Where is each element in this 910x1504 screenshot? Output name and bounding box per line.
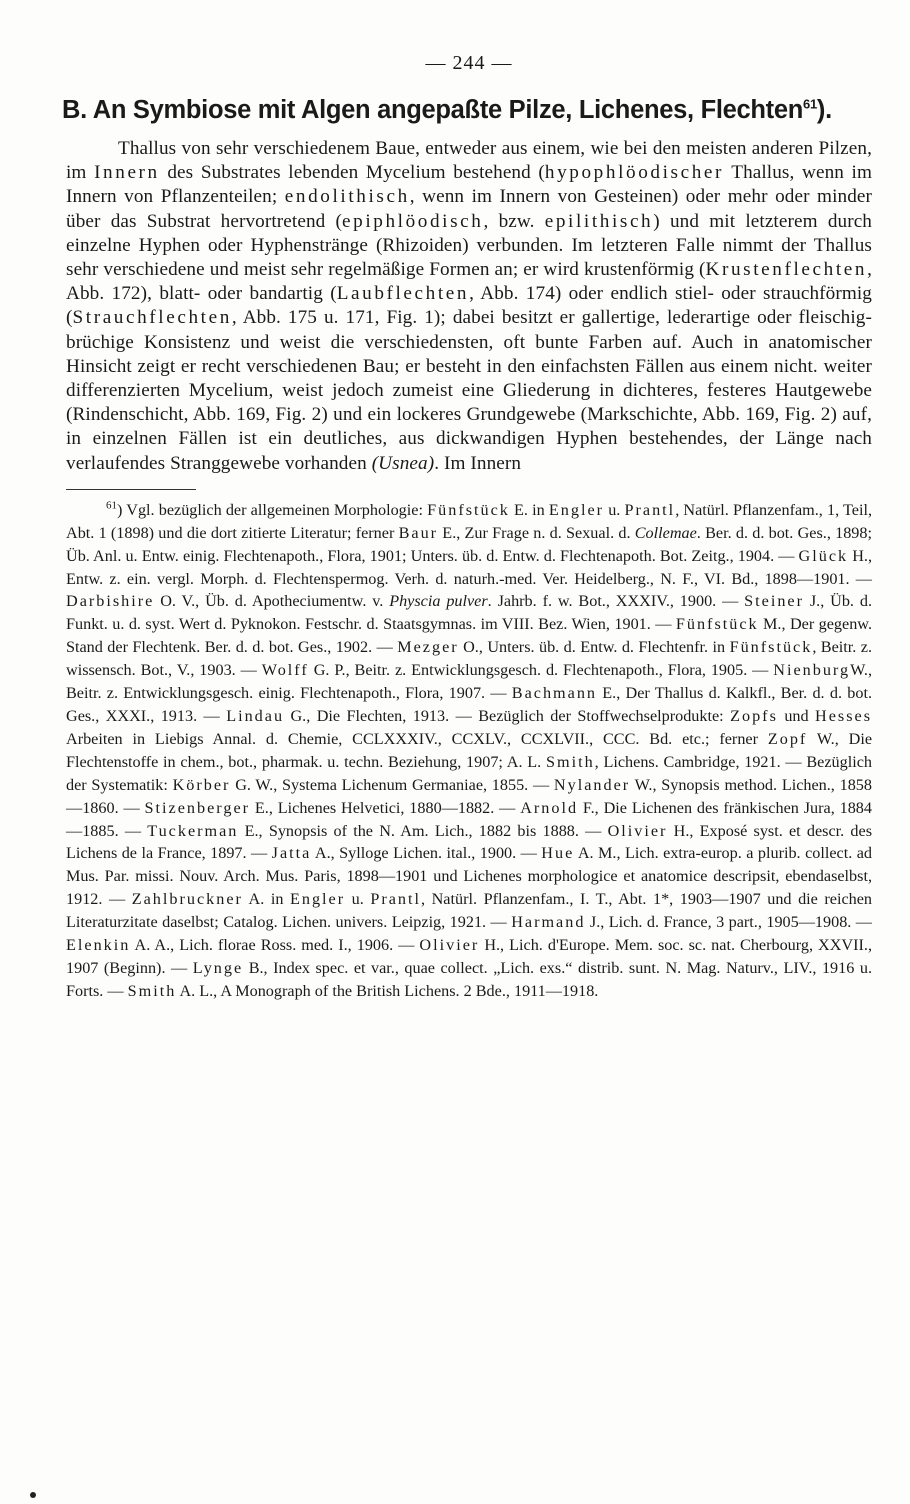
- fn-author: Hesses: [815, 707, 873, 725]
- fn-author: Smith: [545, 752, 595, 771]
- fn-segment: G., Die Flechten, 1913. — Bezüglich der Stoffwechselprodukte:: [284, 707, 731, 725]
- fn-segment: . Ber. d. d. bot. Ges., 1898; Üb. Anl. u. Entw. einig. Flechtenapoth., Flora, 1901; Unters. üb. d. Entw. d. Flechtenapoth. Bot. Zeitg., 1904. —: [66, 523, 872, 565]
- body-text-segment: . Im Innern: [434, 452, 522, 474]
- body-spaced-term: Strauchflechten: [72, 307, 232, 329]
- fn-author: Olivier: [607, 821, 668, 840]
- fn-segment: E., Zur Frage n. d. Sexual. d.: [438, 523, 635, 542]
- fn-author: Zahlbruckner: [131, 890, 243, 909]
- fn-author: Mezger: [397, 638, 459, 657]
- fn-segment: . Jahrb. f. w. Bot., XXXIV., 1900. —: [487, 592, 745, 611]
- fn-segment: J., Üb. d. Funkt. u. d. syst. Wert d. Pyknokon. Festschr. d. Staatsgymnas. im VIII. Bez. Wien, 1901. —: [66, 592, 872, 634]
- body-spaced-term: endolithisch: [284, 186, 410, 208]
- fn-segment: , Natürl. Pflanzenfam., I. T., Abt. 1*, 1903—1907 und die reichen Literaturzitate daselbst; Catalog. Lichen. univers. Leipzig, 1921. —: [66, 890, 873, 932]
- fn-author: Engler: [548, 500, 605, 519]
- body-text-segment: des Substrates lebenden Mycelium bestehend (: [159, 162, 545, 184]
- fn-segment: O. V., Üb. d. Apotheciumentw. v.: [154, 592, 390, 611]
- body-spaced-term: Laubflechten: [336, 283, 470, 305]
- body-italic-term: (Usnea): [371, 452, 435, 474]
- fn-author: Harmand: [511, 913, 586, 932]
- body-text-segment: , Abb. 172), blatt- oder bandartig (: [66, 259, 872, 305]
- fn-segment: G. P., Beitr. z. Entwicklungsgesch. d. Flechtenapoth., Flora, 1905. —: [308, 661, 774, 680]
- body-paragraph: [66, 137, 872, 476]
- fn-author: Nylander: [553, 775, 631, 794]
- fn-author: Engler: [289, 890, 346, 909]
- heading-text: B. An Symbiose mit Algen angepaßte Pilze, Lichenes, Flechten: [62, 96, 804, 124]
- fn-segment: und: [777, 707, 816, 725]
- fn-author: Glück: [798, 546, 849, 565]
- fn-author: Prantl: [370, 890, 422, 909]
- fn-segment: H., Lich. d'Europe. Mem. soc. sc. nat. Cherbourg, XXVII., 1907 (Beginn). —: [66, 936, 872, 977]
- fn-author: Lindau: [226, 707, 285, 725]
- body-spaced-term: hypophlöodischer: [544, 162, 724, 184]
- fn-author: Baur: [398, 523, 439, 542]
- fn-segment: u.: [345, 890, 371, 909]
- fn-segment: Arbeiten in Liebigs Annal. d. Chemie, CCLXXXIV., CCXLV., CCXLVII., CCC. Bd. etc.; ferner: [66, 729, 768, 748]
- fn-segment: F., Die Lichenen des fränkischen Jura, 1884—1885. —: [66, 798, 872, 840]
- fn-segment: H., Entw. z. ein. vergl. Morph. d. Flechtenspermog. Verh. d. naturh.-med. Ver. Heidelberg., N. F., VI. Bd., 1898—1901. —: [66, 546, 872, 588]
- fn-segment: J., Lich. d. France, 3 part., 1905—1908. —: [585, 913, 872, 932]
- fn-segment: G. W., Systema Lichenum Germaniae, 1855. —: [230, 775, 554, 794]
- fn-author: Jatta: [271, 844, 312, 863]
- body-text-segment: , Abb. 174) oder endlich stiel- oder strauchförmig (: [66, 283, 872, 329]
- fn-author: Tuckerman: [147, 821, 239, 840]
- fn-segment: W., Synopsis method. Lichen., 1858—1860. —: [66, 775, 872, 817]
- heading-footnote-mark: 61: [803, 96, 817, 112]
- fn-author: Bachmann: [511, 684, 598, 703]
- footnote-rule: [66, 489, 196, 490]
- fn-segment: A. L., A Monograph of the British Lichens. 2 Bde., 1911—1918.: [176, 981, 599, 1000]
- fn-author: Fünfstück: [427, 500, 510, 519]
- fn-segment: A. in: [242, 890, 290, 909]
- fn-author: Nienburg: [773, 661, 851, 680]
- fn-segment: , Natürl. Pflanzenfam., 1, Teil, Abt. 1 (1898) und die dort zitierte Literatur; ferner: [66, 500, 873, 542]
- fn-segment: M., Der gegenw. Stand der Flechtenk. Ber. d. d. bot. Ges., 1902. —: [66, 615, 872, 657]
- body-spaced-term: epiphlöodisch: [342, 210, 484, 232]
- fn-segment: u.: [604, 500, 625, 519]
- fn-segment: ) Vgl. bezüglich der allgemeinen Morphologie:: [117, 500, 428, 519]
- body-text-segment: Thallus von sehr verschiedenem Baue, entweder aus einem, wie bei den meisten anderen Pilzen, im: [66, 138, 872, 184]
- body-text-segment: , bzw.: [483, 210, 545, 232]
- fn-segment: B., Index spec. et var., quae collect. „Lich. exs.“ distrib. sunt. N. Mag. Naturv., LIV., 1916 u. Forts. —: [66, 958, 872, 1000]
- fn-segment: E., Der Thallus d. Kalkfl., Ber. d. d. bot. Ges., XXXI., 1913. —: [66, 684, 872, 725]
- fn-segment: E., Synopsis of the N. Am. Lich., 1882 bis 1888. —: [238, 821, 608, 840]
- fn-author: Zopfs: [730, 707, 778, 725]
- fn-author: Zopf: [767, 729, 808, 748]
- body-text-segment: , Abb. 175 u. 171, Fig. 1); dabei besitzt er gallertige, lederartige oder fleischig-brüchige Konsistenz und weist die verschiedensten, oft bunte Farben auf. Auch in anatomischer Hinsicht zeigt er recht verschiedenen Bau; er besteht in den einfachsten Fällen aus einem nicht. weiter differenzierten Mycelium, weist jedoch zumeist eine Gliederung in dichteres, festeres Hautgewebe (Rindenschicht, Abb. 169, Fig. 2) und ein lockeres Grundgewebe (Markschichte, Abb. 169, Fig. 2) auf, in einzelnen Fällen ist ein deutliches, aus dickwandigen Hyphen bestehendes, der Länge nach verlaufendes Stranggewebe vorhanden: [66, 307, 872, 474]
- fn-author: Olivier: [419, 936, 480, 955]
- fn-author: Arnold: [520, 798, 579, 817]
- fn-segment: E., Lichenes Helvetici, 1880—1882. —: [250, 798, 521, 817]
- footnote: [66, 499, 872, 1003]
- fn-author: Lynge: [192, 958, 244, 977]
- fn-segment: W., Die Flechtenstoffe in chem., bot., pharmak. u. techn. Beziehung, 1907; A. L.: [66, 729, 873, 771]
- fn-author: Stizenberger: [144, 798, 251, 817]
- fn-author: Körber: [172, 775, 231, 794]
- body-spaced-term: epilithisch: [544, 210, 654, 232]
- fn-segment: O., Unters. üb. d. Entw. d. Flechtenfr. in: [458, 638, 730, 657]
- heading-end: ).: [816, 96, 832, 124]
- page: [62, 52, 873, 1003]
- footnote-mark: 61: [106, 499, 117, 512]
- fn-segment: A. A., Lich. florae Ross. med. I., 1906. —: [130, 936, 420, 955]
- fn-author: Hue: [541, 844, 575, 863]
- fn-segment: H., Exposé syst. et descr. des Lichens de la France, 1897. —: [66, 821, 873, 863]
- section-heading: [62, 96, 872, 125]
- fn-author: Prantl: [624, 500, 676, 519]
- body-spaced-term: Innern: [94, 162, 160, 184]
- fn-segment: E. in: [509, 500, 549, 519]
- body-text-segment: Thallus, wenn im Innern von Pflanzenteilen;: [66, 162, 873, 208]
- fn-segment: , Beitr. z. wissensch. Bot., V., 1903. —: [66, 638, 872, 680]
- fn-italic: Collemae: [634, 523, 697, 542]
- fn-author: Wolff: [261, 661, 309, 680]
- fn-author: Darbishire: [66, 592, 155, 611]
- fn-segment: W., Beitr. z. Entwicklungsgesch. einig. Flechtenapoth., Flora, 1907. —: [66, 661, 873, 703]
- print-speck: [30, 1492, 36, 1498]
- fn-segment: , Lichens. Cambridge, 1921. — Bezüglich der Systematik:: [66, 752, 872, 794]
- fn-segment: A., Sylloge Lichen. ital., 1900. —: [311, 844, 542, 863]
- page-number: — 244 —: [425, 52, 513, 74]
- fn-italic: Physcia pulver: [389, 592, 488, 611]
- body-spaced-term: Krustenflechten: [705, 259, 868, 281]
- fn-author: Fünfstück: [729, 638, 813, 657]
- fn-segment: A. M., Lich. extra-europ. a plurib. collect. ad Mus. Par. missi. Nouv. Arch. Mus. Paris, 1898—1901 und Lichenes morphologice et anatomice descripsit, ebendaselbst, 1912. —: [66, 844, 872, 909]
- body-text-segment: ) und mit letzterem durch einzelne Hyphen oder Hyphenstränge (Rhizoiden) verbunden. Im letzteren Falle nimmt der Thallus sehr verschiedene und meist sehr regelmäßige Formen an; er wird krustenförmig (: [66, 210, 873, 281]
- fn-author: Smith: [127, 981, 177, 1000]
- body-text-segment: , wenn im Innern von Gesteinen) oder mehr oder minder über das Substrat hervortretend (: [66, 186, 872, 232]
- fn-author: Elenkin: [66, 936, 131, 955]
- fn-author: Fünfstück: [675, 615, 759, 634]
- fn-author: Steiner: [744, 592, 805, 611]
